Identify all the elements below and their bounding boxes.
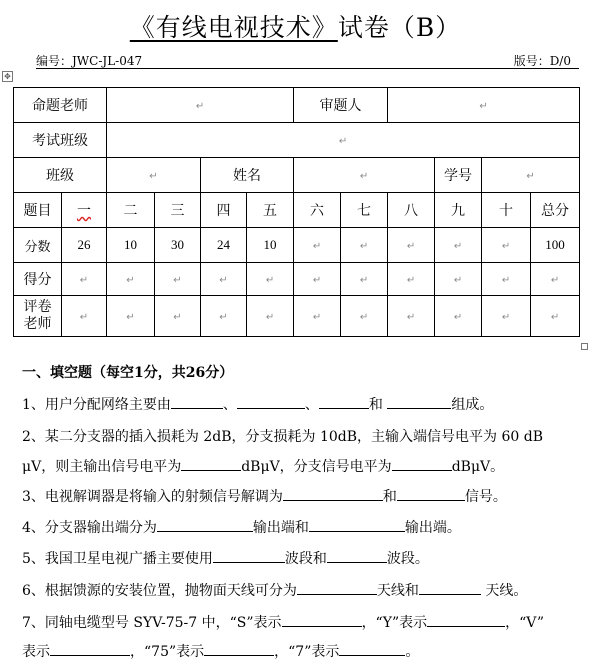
score-cell[interactable]: 30 — [155, 228, 201, 263]
score-cell[interactable]: ↵ — [388, 228, 435, 263]
grader-cell[interactable]: ↵ — [155, 296, 201, 337]
score-cell[interactable]: 10 — [247, 228, 294, 263]
header-cell: 四 — [201, 193, 247, 228]
earned-cell[interactable]: ↵ — [247, 263, 294, 296]
section-heading: 一、填空题（每空1分，共26分） — [22, 365, 234, 381]
class-cell[interactable]: ↵ — [107, 158, 201, 193]
question-1: 1、用户分配网络主要由 、 、 和 组成。 — [22, 397, 494, 413]
label-name: 姓名 — [201, 158, 294, 193]
header-cell: 十 — [482, 193, 531, 228]
table-row — [14, 228, 580, 263]
score-cell[interactable]: 10 — [107, 228, 155, 263]
table-resize-handle[interactable] — [581, 343, 588, 350]
course-title: 《有线电视技术》 — [129, 13, 338, 42]
header-cell: 一 — [62, 193, 107, 228]
header-cell: 总分 — [531, 193, 580, 228]
question-6: 6、根据馈源的安装位置，抛物面天线可分为 天线和 天线。 — [22, 583, 528, 599]
question-4: 4、分支器输出端分为 输出端和 输出端。 — [22, 520, 461, 536]
exam-class-cell[interactable]: ↵ — [107, 123, 580, 158]
label-exam-class: 考试班级 — [14, 123, 107, 158]
table-row — [14, 296, 580, 337]
student-id-cell[interactable]: ↵ — [482, 158, 580, 193]
earned-cell[interactable]: ↵ — [435, 263, 482, 296]
question-3: 3、电视解调器是将输入的射频信号解调为 和 信号。 — [22, 489, 507, 505]
question-2: 2、某二分支器的插入损耗为 2dB，分支损耗为 10dB，主输入端信号电平为 60 dB — [22, 429, 543, 445]
name-cell[interactable]: ↵ — [294, 158, 435, 193]
header-cell: 八 — [388, 193, 435, 228]
score-cell[interactable]: 100 — [531, 228, 580, 263]
label-student-id: 学号 — [435, 158, 482, 193]
doc-meta — [36, 52, 579, 69]
earned-cell[interactable]: ↵ — [155, 263, 201, 296]
label-question: 题目 — [14, 193, 62, 228]
header-cell: 三 — [155, 193, 201, 228]
exam-title — [0, 8, 591, 44]
label-setter: 命题老师 — [14, 88, 107, 123]
grader-cell[interactable]: ↵ — [341, 296, 388, 337]
table-row — [14, 88, 580, 123]
header-cell: 二 — [107, 193, 155, 228]
label-class: 班级 — [14, 158, 107, 193]
score-cell[interactable]: ↵ — [294, 228, 341, 263]
header-cell: 六 — [294, 193, 341, 228]
question-2-cont: μV，则主输出信号电平为 dBμV，分支信号电平为 dBμV。 — [22, 459, 505, 475]
grader-cell[interactable]: ↵ — [201, 296, 247, 337]
doc-code: 编号：JWC-JL-047 — [36, 54, 143, 68]
earned-cell[interactable]: ↵ — [531, 263, 580, 296]
earned-cell[interactable]: ↵ — [201, 263, 247, 296]
doc-version: 版号：D/0 — [513, 54, 571, 68]
earned-cell[interactable]: ↵ — [62, 263, 107, 296]
header-cell: 九 — [435, 193, 482, 228]
earned-cell[interactable]: ↵ — [482, 263, 531, 296]
score-table — [13, 87, 580, 337]
grader-cell[interactable]: ↵ — [107, 296, 155, 337]
table-row — [14, 123, 580, 158]
label-reviewer: 审题人 — [294, 88, 388, 123]
question-7-cont: 表示 ，“75”表示 ，“7”表示 。 — [22, 644, 420, 660]
score-cell[interactable]: ↵ — [435, 228, 482, 263]
earned-cell[interactable]: ↵ — [107, 263, 155, 296]
paper-label: 试卷（B） — [337, 13, 462, 42]
score-cell[interactable]: ↵ — [482, 228, 531, 263]
table-row — [14, 158, 580, 193]
header-cell: 七 — [341, 193, 388, 228]
earned-cell[interactable]: ↵ — [388, 263, 435, 296]
grader-cell[interactable]: ↵ — [294, 296, 341, 337]
table-move-handle-icon[interactable]: ✥ — [2, 71, 13, 82]
earned-cell[interactable]: ↵ — [294, 263, 341, 296]
label-earned: 得分 — [14, 263, 62, 296]
table-row — [14, 193, 580, 228]
earned-cell[interactable]: ↵ — [341, 263, 388, 296]
reviewer-cell[interactable]: ↵ — [388, 88, 580, 123]
grader-cell[interactable]: ↵ — [62, 296, 107, 337]
score-cell[interactable]: 26 — [62, 228, 107, 263]
grader-cell[interactable]: ↵ — [247, 296, 294, 337]
header-cell: 五 — [247, 193, 294, 228]
score-cell[interactable]: 24 — [201, 228, 247, 263]
question-7: 7、同轴电缆型号 SYV-75-7 中，“S”表示 ，“Y”表示 ，“V” — [22, 615, 545, 631]
setter-cell[interactable]: ↵ — [107, 88, 294, 123]
label-grader: 评卷 老师 — [14, 296, 62, 337]
grader-cell[interactable]: ↵ — [531, 296, 580, 337]
label-score: 分数 — [14, 228, 62, 263]
table-row — [14, 263, 580, 296]
grader-cell[interactable]: ↵ — [482, 296, 531, 337]
question-5: 5、我国卫星电视广播主要使用 波段和 波段。 — [22, 551, 429, 567]
grader-cell[interactable]: ↵ — [388, 296, 435, 337]
score-cell[interactable]: ↵ — [341, 228, 388, 263]
grader-cell[interactable]: ↵ — [435, 296, 482, 337]
